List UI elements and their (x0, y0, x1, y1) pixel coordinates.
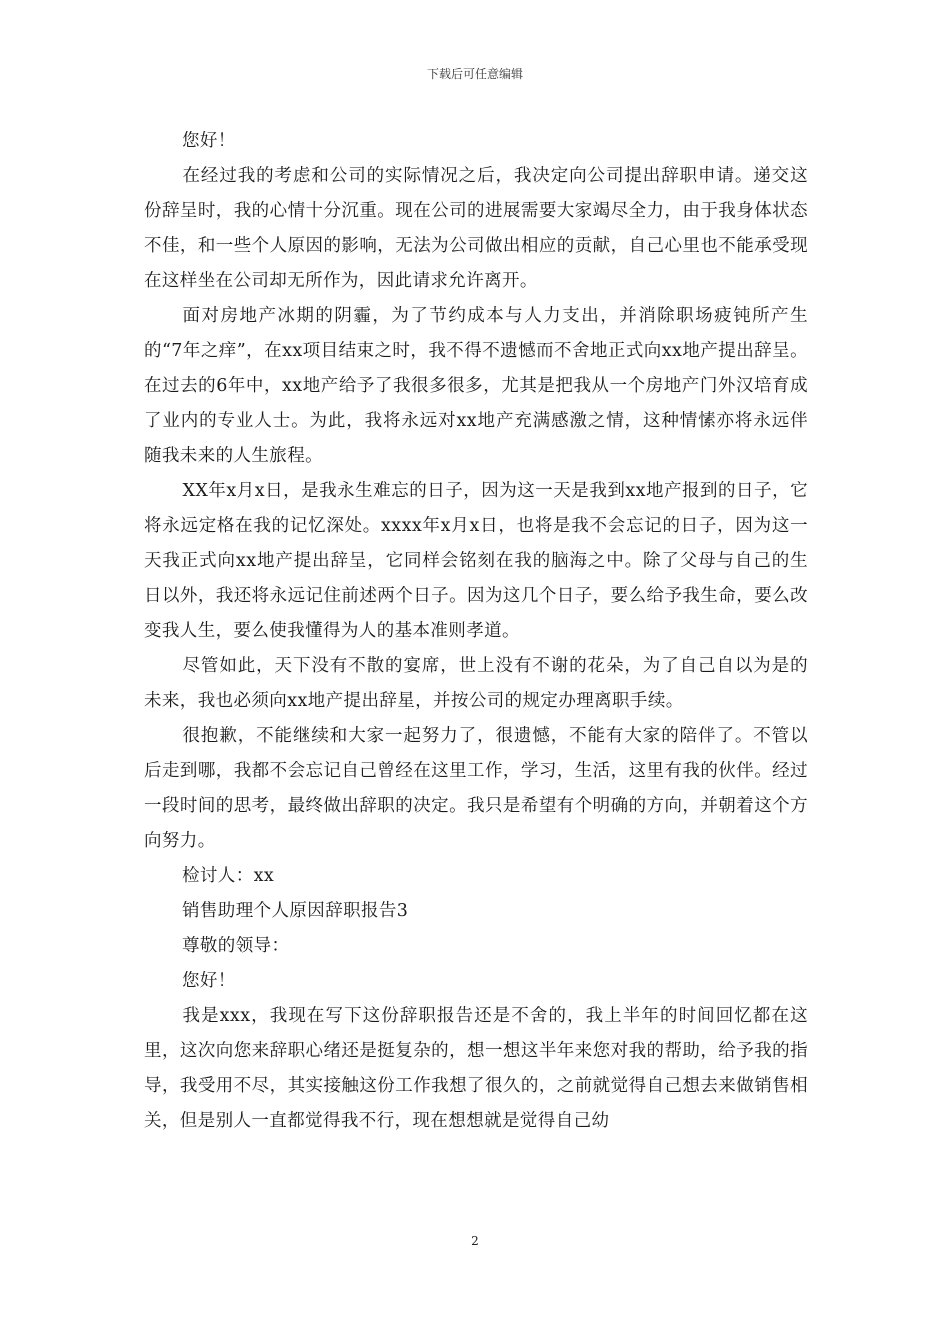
signature-line: 检讨人：xx (182, 866, 275, 886)
greeting: 您好！ (182, 971, 236, 991)
body-paragraph: 我是xxx，我现在写下这份辞职报告还是不舍的，我上半年的时间回忆都在这里，这次向您来辞职心绪还是挺复杂的，想一想这半年来您对我的帮助，给予我的指导，我受用不尽，其实接触这份工作我想了很久的，之前就觉得自己想去来做销售相关，但是别人一直都觉得我不行，现在想想就是觉得自己幼 (144, 1006, 808, 1131)
page-number: 2 (471, 1234, 479, 1248)
body-paragraph: 在经过我的考虑和公司的实际情况之后，我决定向公司提出辞职申请。递交这份辞呈时，我的心情十分沉重。现在公司的进展需要大家竭尽全力，由于我身体状态不佳，和一些个人原因的影响，无法为公司做出相应的贡献，自己心里也不能承受现在这样坐在公司却无所作为，因此请求允许离开。 (144, 166, 808, 291)
body-paragraph: 面对房地产冰期的阴霾，为了节约成本与人力支出，并消除职场疲钝所产生的“7年之痒”，在xx项目结束之时，我不得不遗憾而不舍地正式向xx地产提出辞呈。在过去的6年中，xx地产给予了我很多很多，尤其是把我从一个房地产门外汉培育成了业内的专业人士。为此，我将永远对xx地产充满感激之情，这种情愫亦将永远伴随我未来的人生旅程。 (144, 306, 808, 466)
page-header: 下载后可任意编辑 (426, 67, 523, 81)
greeting: 您好！ (182, 131, 236, 151)
body-paragraph: 尽管如此，天下没有不散的宴席，世上没有不谢的花朵，为了自己自以为是的未来，我也必须向xx地产提出辞星，并按公司的规定办理离职手续。 (144, 656, 808, 711)
body-paragraph: 很抱歉，不能继续和大家一起努力了，很遗憾，不能有大家的陪伴了。不管以后走到哪，我都不会忘记自己曾经在这里工作，学习，生活，这里有我的伙伴。经过一段时间的思考，最终做出辞职的决定。我只是希望有个明确的方向，并朝着这个方向努力。 (144, 726, 808, 851)
body-paragraph: XX年x月x日，是我永生难忘的日子，因为这一天是我到xx地产报到的日子，它将永远定格在我的记忆深处。xxxx年x月x日，也将是我不会忘记的日子，因为这一天我正式向xx地产提出辞呈，它同样会铭刻在我的脑海之中。除了父母与自己的生日以外，我还将永远记住前述两个日子。因为这几个日子，要么给予我生命，要么改变我人生，要么使我懂得为人的基本准则孝道。 (144, 481, 808, 641)
salutation: 尊敬的领导： (182, 936, 290, 956)
document-body (144, 124, 808, 1139)
section-title: 销售助理个人原因辞职报告3 (182, 901, 409, 921)
